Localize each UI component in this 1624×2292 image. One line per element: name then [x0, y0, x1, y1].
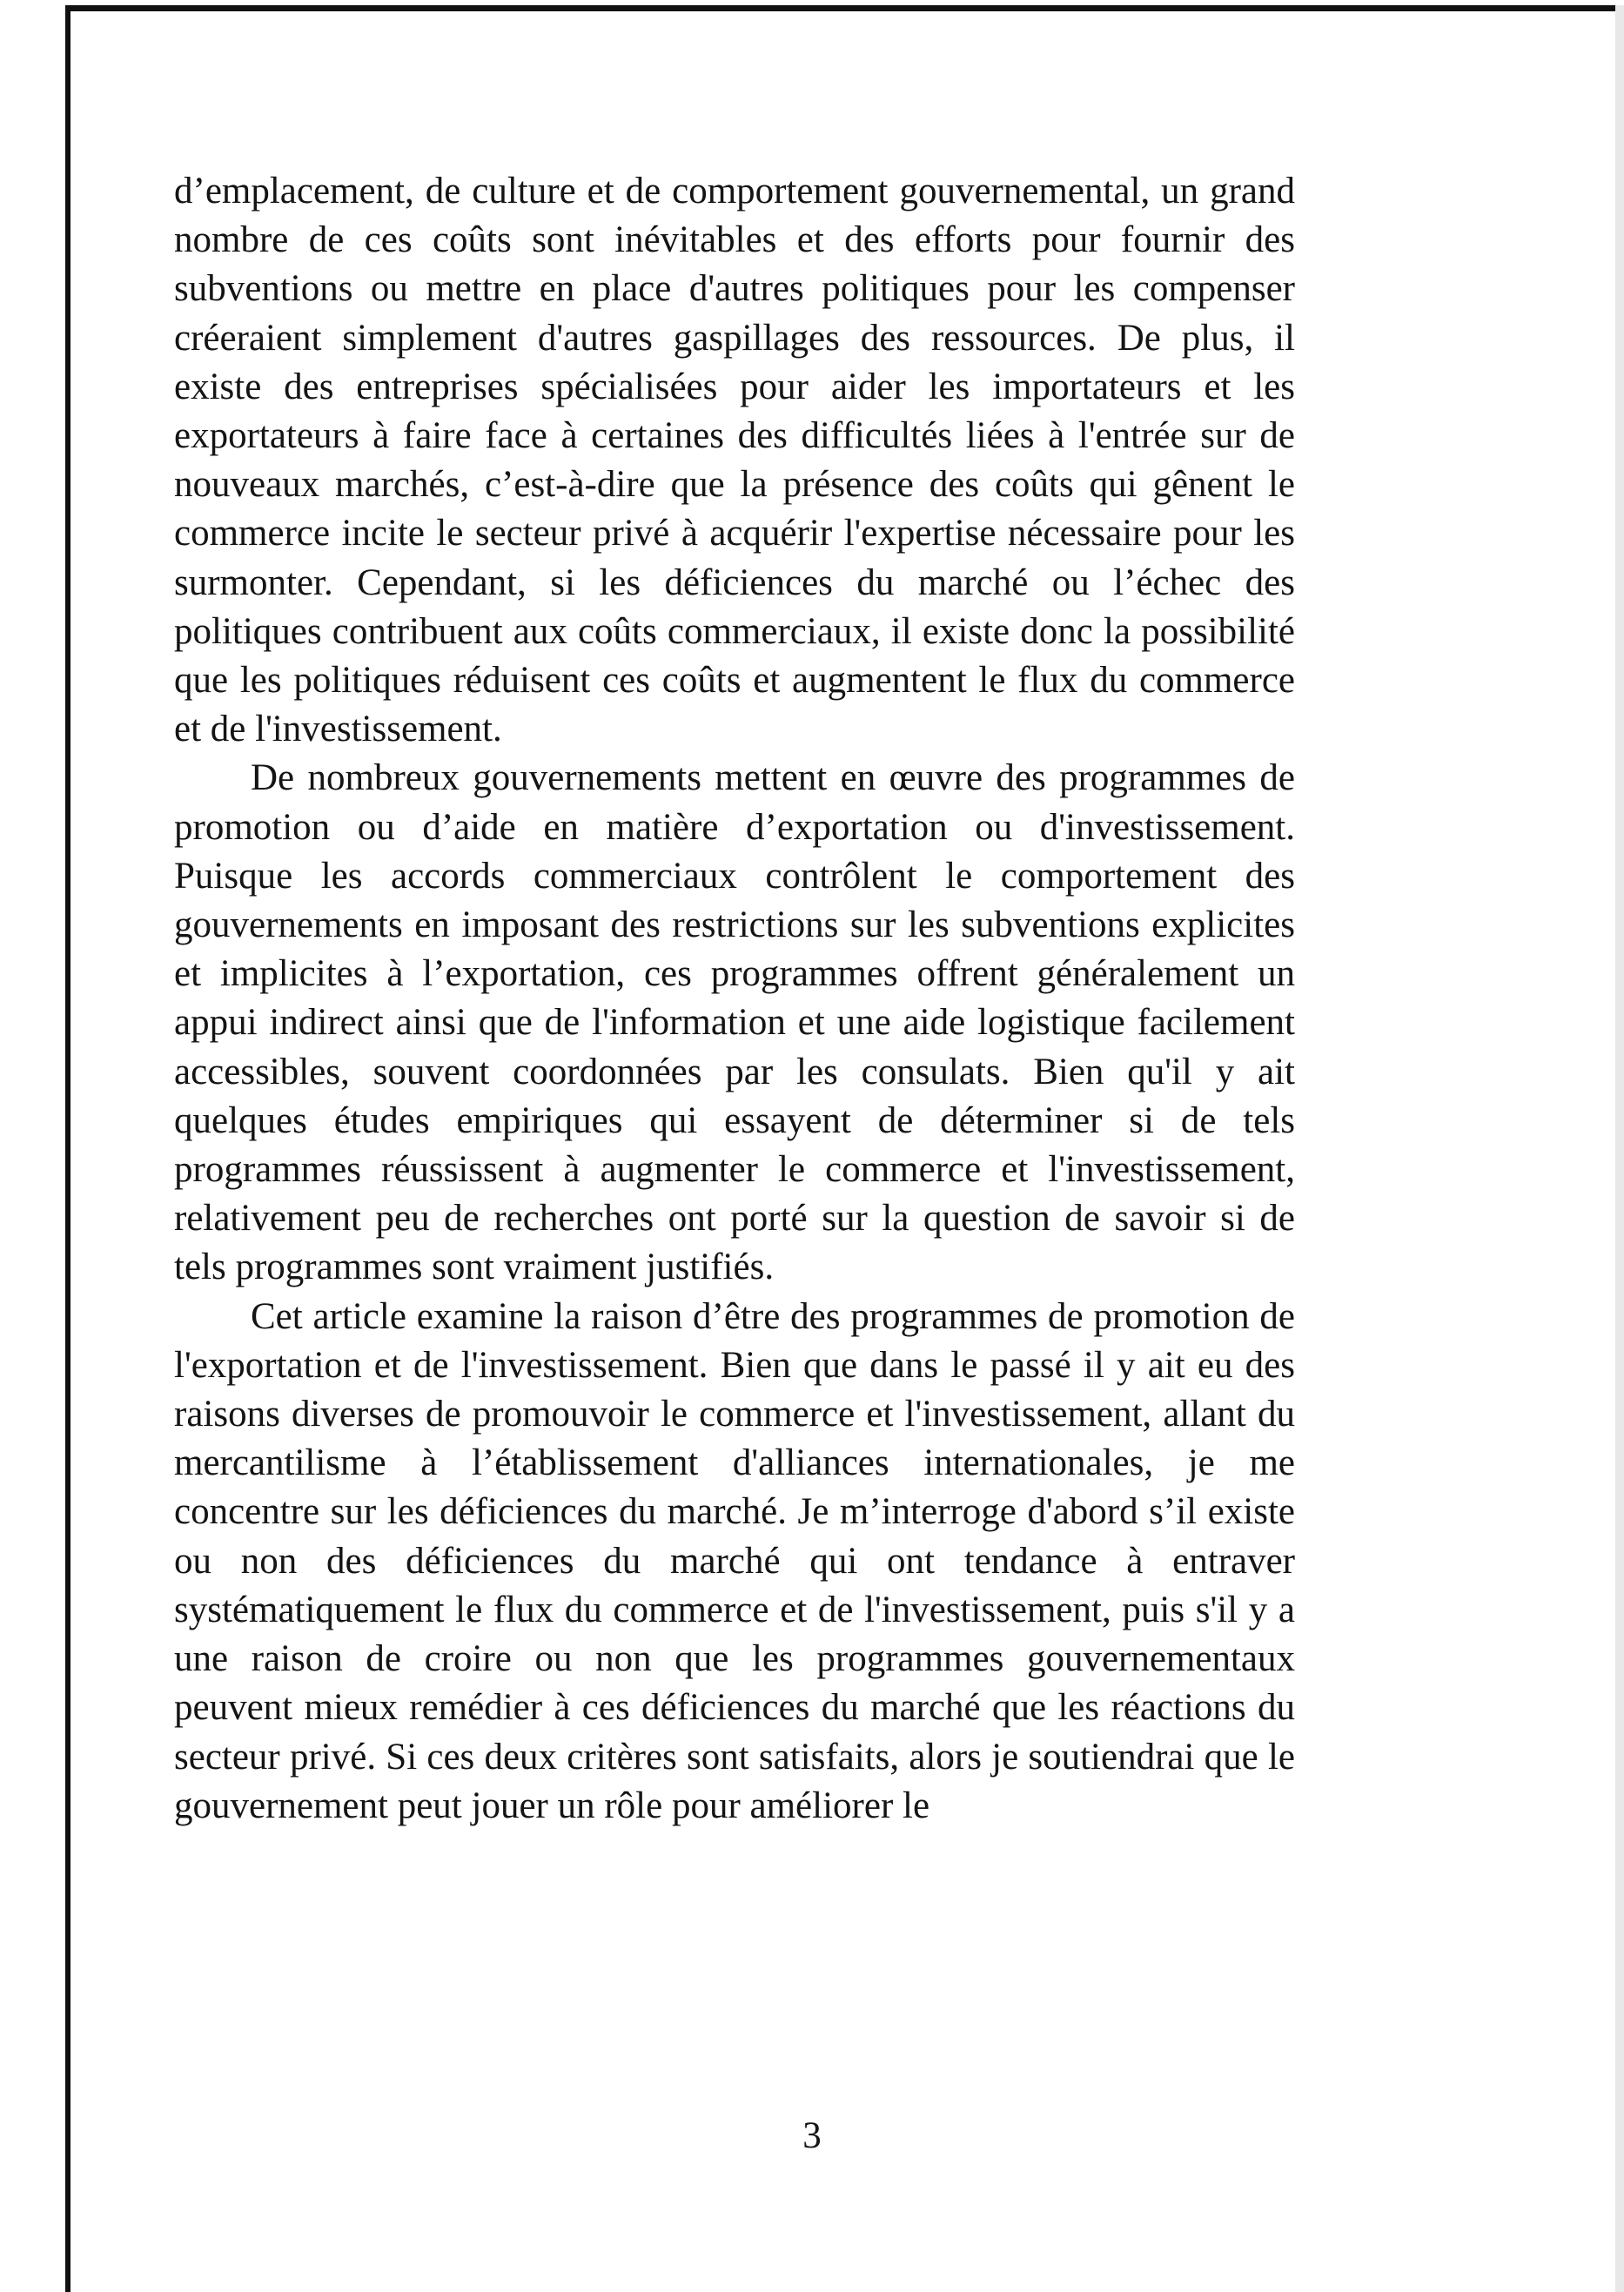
scan-border-right — [1615, 5, 1624, 2292]
page-number: 3 — [802, 2115, 822, 2156]
paragraph-3: Cet article examine la raison d’être des programmes de promotion de l'exportation et de l'investissement. Bien que dans le passé il y ait eu des raisons diverses de promouvoir le commerce et l'investissement, allant du mercantilisme à l’établissement d'alliances internationales, je me concentre sur les déficiences du marché. Je m’interroge d'abord s’il existe ou non des déficiences du marché qui ont tendance à entraver systématiquement le flux du commerce et de l'investissement, puis s'il y a une raison de croire ou non que les programmes gouvernementaux peuvent mieux remédier à ces déficiences du marché que les réactions du secteur privé. Si ces deux critères sont satisfaits, alors je soutiendrai que le gouvernement peut jouer un rôle pour améliorer le — [174, 1295, 1295, 1826]
scan-border-top — [65, 5, 1624, 11]
paragraph-2: De nombreux gouvernements mettent en œuvre des programmes de promotion ou d’aide en matière d’exportation ou d'investissement. Puisque les accords commerciaux contrôlent le comportement des gouvernements en imposant des restrictions sur les subventions explicites et implicites à l’exportation, ces programmes offrent généralement un appui indirect ainsi que de l'information et une aide logistique facilement accessibles, souvent coordonnées par les consulats. Bien qu'il y ait quelques études empiriques qui essayent de déterminer si de tels programmes réussissent à augmenter le commerce et l'investissement, relativement peu de recherches ont porté sur la question de savoir si de tels programmes sont vraiment justifiés. — [174, 757, 1295, 1288]
body-text — [174, 167, 1295, 1831]
paragraph-1: d’emplacement, de culture et de comportement gouvernemental, un grand nombre de ces coûts sont inévitables et des efforts pour fournir des subventions ou mettre en place d'autres politiques pour les compenser créeraient simplement d'autres gaspillages des ressources. De plus, il existe des entreprises spécialisées pour aider les importateurs et les exportateurs à faire face à certaines des difficultés liées à l'entrée sur de nouveaux marchés, c’est-à-dire que la présence des coûts qui gênent le commerce incite le secteur privé à acquérir l'expertise nécessaire pour les surmonter. Cependant, si les déficiences du marché ou l’échec des politiques contribuent aux coûts commerciaux, il existe donc la possibilité que les politiques réduisent ces coûts et augmentent le flux du commerce et de l'investissement. — [174, 171, 1295, 750]
scan-border-left — [65, 5, 70, 2292]
